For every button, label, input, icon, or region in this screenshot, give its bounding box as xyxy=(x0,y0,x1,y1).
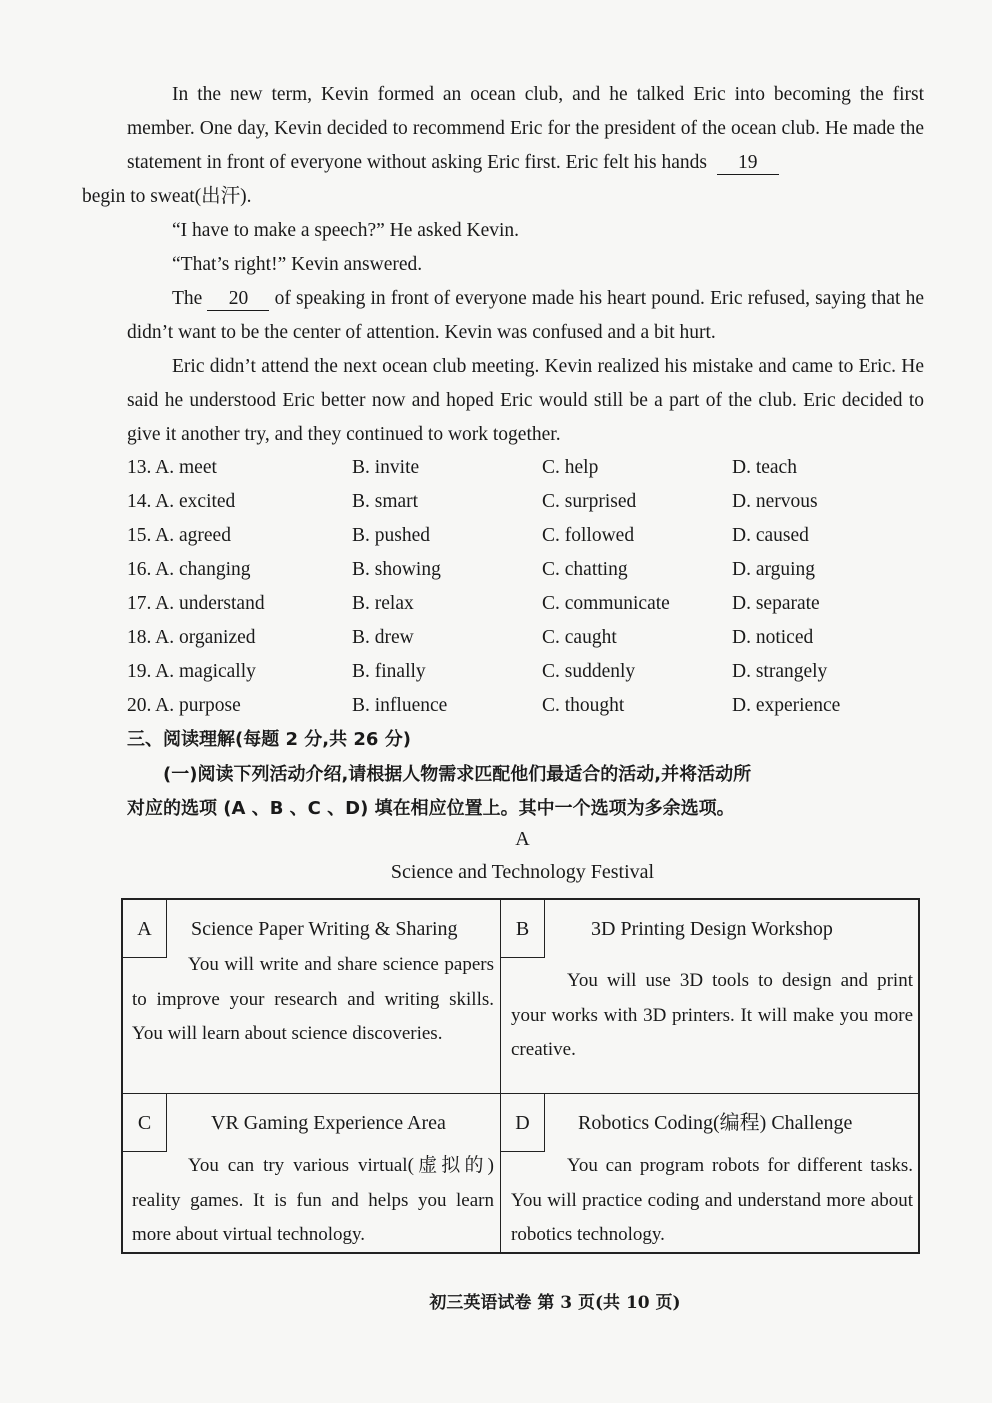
option-row: 15. A. agreed B. pushed C. followed D. caused xyxy=(127,525,809,546)
option-row: 19. A. magically B. finally C. suddenly D. strangely xyxy=(127,661,828,682)
option-row: 14. A. excited B. smart C. surprised D. nervous xyxy=(127,491,818,512)
passage-paragraph-4: The 20 of speaking in front of everyone made his heart pound. Eric refused, saying that he didn’t want to be the center of attention. Kevin was confused and a bit hurt. xyxy=(127,288,924,343)
festival-title: Science and Technology Festival xyxy=(390,861,655,883)
activity-cell-b xyxy=(501,900,918,1094)
activity-title: Robotics Coding(编程) Challenge xyxy=(578,1112,853,1134)
passage-paragraph-2: “I have to make a speech?” He asked Kevin. xyxy=(172,220,520,241)
activity-description: You can program robots for different tasks. You will practice coding and understand more about robotics technology. xyxy=(511,1155,913,1245)
passage-paragraph-3: “That’s right!” Kevin answered. xyxy=(172,254,423,275)
activity-description: You can try various virtual(虚拟的) reality games. It is fun and helps you learn more about virtual technology. xyxy=(132,1155,494,1245)
part-label: A xyxy=(515,828,530,850)
activity-cell-d xyxy=(501,1094,918,1252)
activity-description: You will use 3D tools to design and print your works with 3D printers. It will make you more creative. xyxy=(511,970,913,1060)
option-row: 16. A. changing B. showing C. chatting D. arguing xyxy=(127,559,816,580)
activity-letter: C xyxy=(123,1094,167,1152)
blank-20: 20 xyxy=(207,288,269,311)
answer-options xyxy=(127,451,927,723)
activity-title: 3D Printing Design Workshop xyxy=(591,918,833,940)
activity-cell-c xyxy=(123,1094,501,1252)
section-title: 三、阅读理解(每题 2 分,共 26 分) xyxy=(127,729,411,750)
activity-description: You will write and share science papers to improve your research and writing skills. You will learn about science discoveries. xyxy=(132,954,494,1044)
activity-letter: B xyxy=(501,900,545,958)
activity-title: Science Paper Writing & Sharing xyxy=(191,918,458,940)
passage-paragraph-5: Eric didn’t attend the next ocean club meeting. Kevin realized his mistake and came to Eric. He said he understood Eric better now and hoped Eric would still be a part of the club. Eric decided to give it another try, and they continued to work together. xyxy=(127,356,924,445)
activity-title: VR Gaming Experience Area xyxy=(211,1112,446,1134)
instructions: (一)阅读下列活动介绍,请根据人物需求匹配他们最适合的活动,并将活动所 对应的选项 (A 、B 、C 、D) 填在相应位置上。其中一个选项为多余选项。 xyxy=(127,764,752,819)
activity-cell-a xyxy=(123,900,501,1094)
blank-19: 19 xyxy=(717,152,779,175)
option-row: 13. A. meet B. invite C. help D. teach xyxy=(127,457,797,478)
page-footer: 初三英语试卷 第 3 页(共 10 页) xyxy=(429,1293,681,1313)
activity-table xyxy=(121,898,920,1254)
option-row: 18. A. organized B. drew C. caught D. noticed xyxy=(127,627,814,648)
activity-letter: A xyxy=(123,900,167,958)
passage-paragraph-1: In the new term, Kevin formed an ocean club, and he talked Eric into becoming the first member. One day, Kevin decided to recommend Eric for the president of the ocean club. He made the statement in front of everyone without asking Eric first. Eric felt his hands 19 begin to sweat(出汗). xyxy=(82,84,924,207)
option-row: 20. A. purpose B. influence C. thought D. experience xyxy=(127,695,841,716)
activity-letter: D xyxy=(501,1094,545,1152)
option-row: 17. A. understand B. relax C. communicate D. separate xyxy=(127,593,820,614)
cloze-passage xyxy=(82,78,924,452)
